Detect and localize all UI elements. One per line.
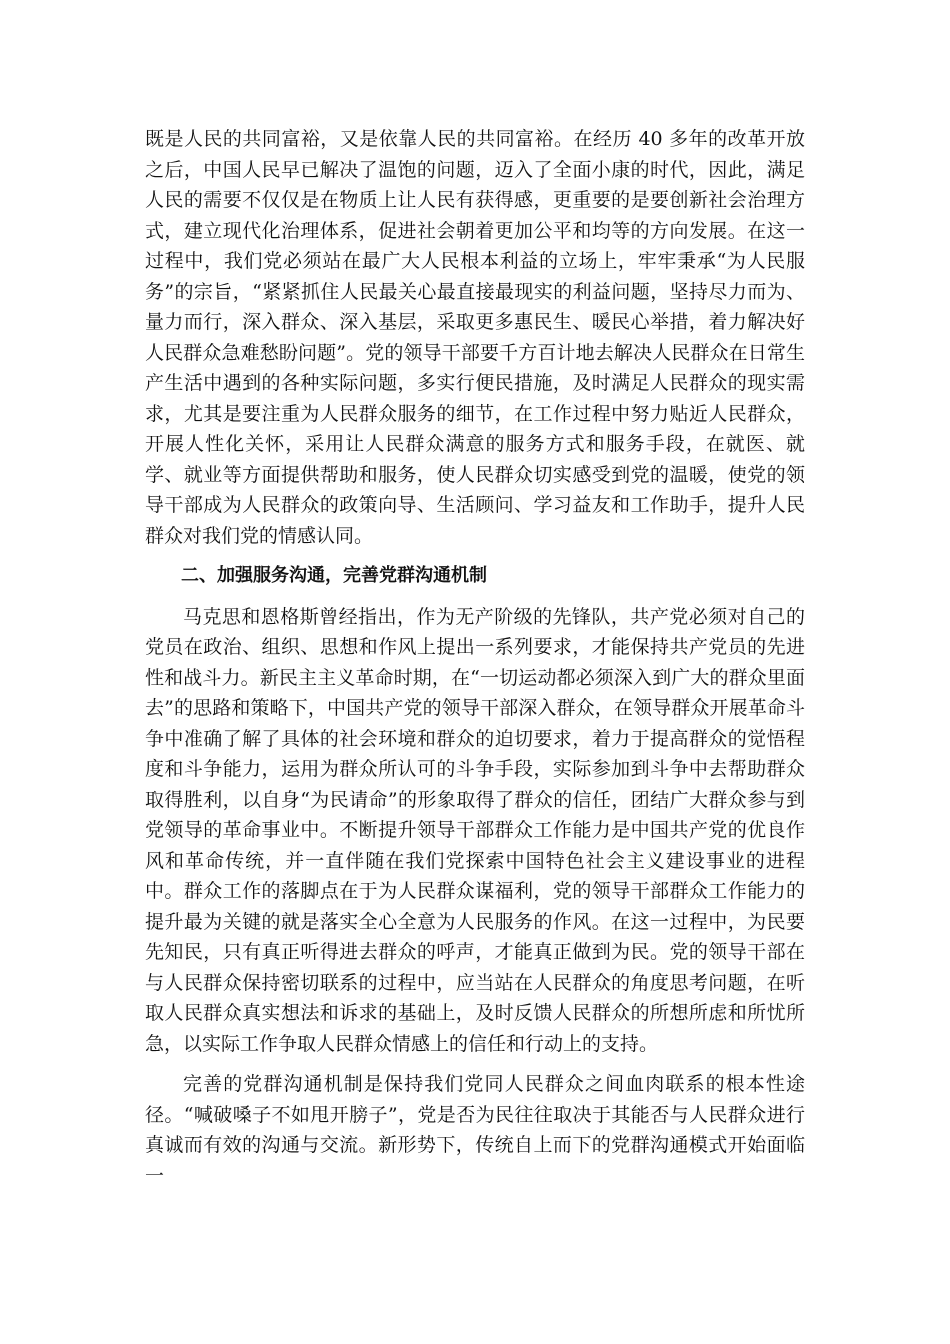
section-heading: 二、加强服务沟通，完善党群沟通机制 — [181, 565, 487, 586]
paragraph: 马克思和恩格斯曾经指出，作为无产阶级的先锋队，共产党必须对自己的党员在政治、组织、思想和作风上提出一系列要求，才能保持共产党员的先进性和战斗力。新民主主义革命时期，在“一切运动都必须深入到广大的群众里面去”的思路和策略下，中国共产党的领导干部深入群众，在领导群众开展革命斗争中准确了解了具体的社会环境和群众的迫切要求，着力于提高群众的觉悟程度和斗争能力，运用为群众所认可的斗争手段，实际参加到斗争中去帮助群众取得胜利，以自身“为民请命”的形象取得了群众的信任，团结广大群众参与到党领导的革命事业中。不断提升领导干部群众工作能力是中国共产党的优良作风和革命传统，并一直伴随在我们党探索中国特色社会主义建设事业的进程中。群众工作的落脚点在于为人民群众谋福利，党的领导干部群众工作能力的提升最为关键的就是落实全心全意为人民服务的作风。在这一过程中，为民要先知民，只有真正听得进去群众的呼声，才能真正做到为民。党的领导干部在与人民群众保持密切联系的过程中，应当站在人民群众的角度思考问题，在听取人民群众真实想法和诉求的基础上，及时反馈人民群众的所想所虑和所忧所急，以实际工作争取人民群众情感上的信任和行动上的支持。 — [145, 605, 805, 1055]
paragraph: 完善的党群沟通机制是保持我们党同人民群众之间血肉联系的根本性途径。“喊破嗓子不如甩开膀子”，党是否为民往往取决于其能否与人民群众进行真诚而有效的沟通与交流。新形势下，传统自上而下的党群沟通模式开始面临一 — [145, 1073, 805, 1187]
paragraph-gap — [145, 592, 805, 602]
document-body — [145, 124, 805, 1191]
paragraph-gap — [145, 551, 805, 561]
paragraph-gap — [145, 1059, 805, 1069]
paragraph-continued: 既是人民的共同富裕，又是依靠人民的共同富裕。在经历 40 多年的改革开放之后，中国人民早已解决了温饱的问题，迈入了全面小康的时代，因此，满足人民的需要不仅仅是在物质上让人民有获得感，更重要的是要创新社会治理方式，建立现代化治理体系，促进社会朝着更加公平和均等的方向发展。在这一过程中，我们党必须站在最广大人民根本利益的立场上，牢牢秉承“为人民服务”的宗旨，“紧紧抓住人民最关心最直接最现实的利益问题，坚持尽力而为、量力而行，深入群众、深入基层，采取更多惠民生、暖民心举措，着力解决好人民群众急难愁盼问题”。党的领导干部要千方百计地去解决人民群众在日常生产生活中遇到的各种实际问题，多实行便民措施，及时满足人民群众的现实需求，尤其是要注重为人民群众服务的细节，在工作过程中努力贴近人民群众，开展人性化关怀，采用让人民群众满意的服务方式和服务手段，在就医、就学、就业等方面提供帮助和服务，使人民群众切实感受到党的温暖，使党的领导干部成为人民群众的政策向导、生活顾问、学习益友和工作助手，提升人民群众对我们党的情感认同。 — [145, 128, 805, 547]
